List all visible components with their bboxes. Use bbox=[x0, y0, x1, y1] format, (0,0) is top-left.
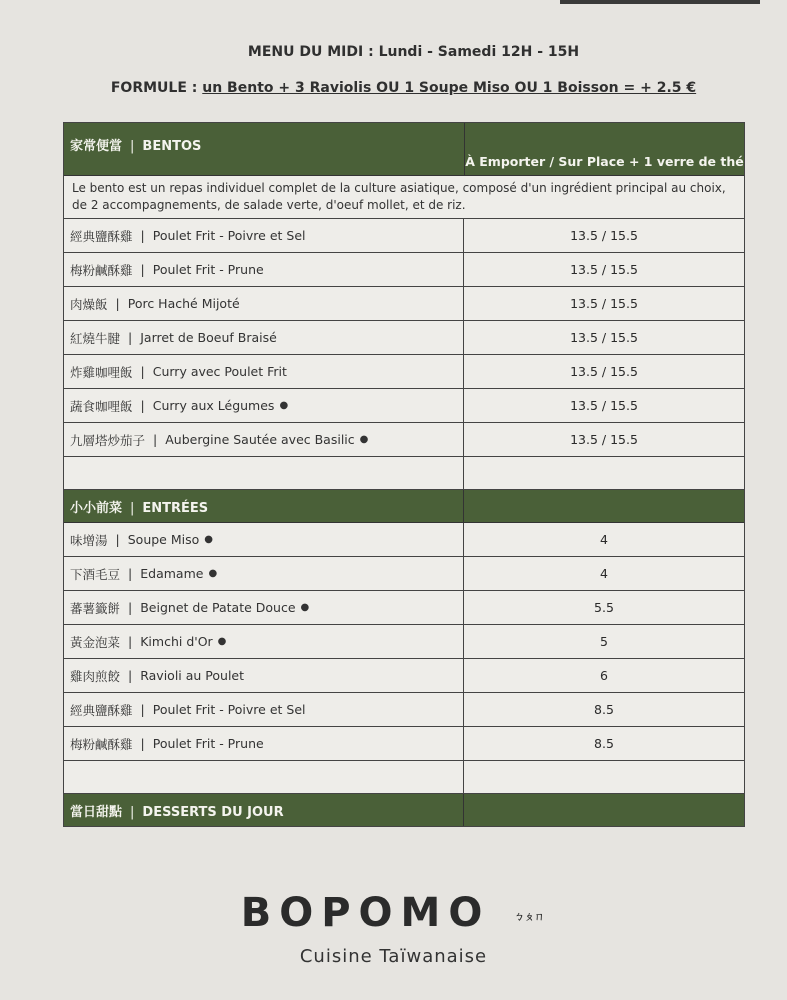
empty-cell bbox=[64, 761, 463, 793]
menu-item-name bbox=[64, 659, 463, 692]
menu-item-zh: 肉燥飯 bbox=[70, 296, 108, 312]
menu-item-price: 4 bbox=[463, 523, 744, 556]
section-title-zh: 小小前菜 bbox=[70, 500, 123, 516]
menu-item-zh: 蔬食咖哩飯 bbox=[70, 398, 133, 414]
empty-cell bbox=[463, 457, 744, 489]
top-divider-line bbox=[560, 0, 760, 4]
brand-subtitle: Cuisine Taïwanaise bbox=[299, 946, 488, 967]
menu-item-price: 13.5 / 15.5 bbox=[463, 219, 744, 252]
menu-item-fr: Curry aux Légumes bbox=[152, 398, 275, 413]
price-column-header-empty bbox=[463, 794, 744, 826]
menu-item-price: 13.5 / 15.5 bbox=[463, 321, 744, 354]
menu-item-price: 13.5 / 15.5 bbox=[463, 423, 744, 456]
menu-item-name bbox=[64, 727, 463, 760]
menu-item-row bbox=[64, 287, 744, 321]
menu-item-name bbox=[64, 219, 463, 252]
section-title-zh: 當日甜點 bbox=[70, 804, 123, 820]
vegetarian-dot-icon: ● bbox=[204, 534, 213, 545]
menu-item-row bbox=[64, 659, 744, 693]
menu-item-row bbox=[64, 253, 744, 287]
menu-item-row bbox=[64, 557, 744, 591]
bento-description: Le bento est un repas individuel complet de la culture asiatique, composé d'un ingrédient principal au choix, de 2 accompagnements, de salade verte, d'oeuf mollet, et de riz. bbox=[64, 176, 744, 219]
menu-item-zh: 經典鹽酥雞 bbox=[70, 228, 133, 244]
price-column-header: À Emporter / Sur Place + 1 verre de thé bbox=[464, 123, 744, 175]
menu-item-separator: | bbox=[140, 398, 145, 413]
vegetarian-dot-icon: ● bbox=[359, 434, 369, 445]
menu-item-fr: Poulet Frit - Prune bbox=[152, 262, 264, 277]
menu-item-separator: | bbox=[128, 634, 133, 649]
section-separator: | bbox=[130, 139, 135, 154]
menu-item-zh: 梅粉鹹酥雞 bbox=[70, 736, 133, 752]
menu-item-row bbox=[64, 693, 744, 727]
section-separator: | bbox=[130, 500, 135, 516]
empty-cell bbox=[64, 457, 463, 489]
menu-item-name bbox=[64, 389, 463, 422]
menu-item-price: 13.5 / 15.5 bbox=[463, 355, 744, 388]
menu-item-price: 8.5 bbox=[463, 693, 744, 726]
empty-row bbox=[64, 761, 744, 794]
menu-item-name bbox=[64, 557, 463, 590]
vegetarian-dot-icon: ● bbox=[217, 636, 227, 647]
vegetarian-dot-icon: ● bbox=[279, 400, 289, 411]
menu-item-fr: Porc Haché Mijoté bbox=[127, 296, 240, 311]
menu-item-separator: | bbox=[140, 702, 145, 717]
menu-item-zh: 炸雞咖哩飯 bbox=[70, 364, 133, 380]
menu-item-fr: Edamame bbox=[140, 566, 204, 581]
menu-item-row bbox=[64, 625, 744, 659]
menu-title-label: MENU DU MIDI bbox=[247, 44, 364, 60]
section-header-entrees bbox=[64, 490, 744, 523]
menu-item-zh: 經典鹽酥雞 bbox=[70, 702, 133, 718]
section-title-bentos bbox=[64, 123, 464, 154]
menu-item-price: 6 bbox=[463, 659, 744, 692]
menu-item-price: 13.5 / 15.5 bbox=[463, 253, 744, 286]
vegetarian-dot-icon: ● bbox=[208, 568, 218, 579]
menu-item-row bbox=[64, 423, 744, 457]
menu-item-name bbox=[64, 591, 463, 624]
menu-item-row bbox=[64, 591, 744, 625]
menu-item-fr: Curry avec Poulet Frit bbox=[152, 364, 287, 379]
menu-title-colon: : bbox=[368, 44, 379, 60]
menu-item-separator: | bbox=[140, 364, 145, 379]
formule-line bbox=[10, 80, 787, 96]
menu-item-name bbox=[64, 253, 463, 286]
menu-item-zh: 黃金泡菜 bbox=[70, 634, 121, 650]
menu-item-row bbox=[64, 321, 744, 355]
brand-logo-zh: ㄅㄆㄇ bbox=[514, 911, 545, 923]
section-title-fr: DESSERTS DU JOUR bbox=[142, 804, 284, 820]
menu-hours: Lundi - Samedi 12H - 15H bbox=[378, 44, 580, 60]
menu-table bbox=[63, 122, 745, 827]
menu-item-price: 13.5 / 15.5 bbox=[463, 287, 744, 320]
menu-item-fr: Aubergine Sautée avec Basilic bbox=[165, 432, 355, 447]
menu-item-zh: 蕃薯籤餅 bbox=[70, 600, 121, 616]
empty-cell bbox=[463, 761, 744, 793]
brand-logo-text: BOPOMO bbox=[240, 890, 491, 936]
menu-item-separator: | bbox=[115, 532, 120, 547]
menu-item-separator: | bbox=[128, 668, 133, 683]
formule-label: FORMULE : bbox=[110, 80, 198, 96]
menu-item-separator: | bbox=[128, 330, 133, 345]
price-column-header-empty bbox=[463, 490, 744, 522]
menu-item-fr: Poulet Frit - Prune bbox=[152, 736, 264, 751]
menu-item-zh: 紅燒牛腱 bbox=[70, 330, 121, 346]
menu-item-zh: 雞肉煎餃 bbox=[70, 668, 121, 684]
menu-item-fr: Beignet de Patate Douce bbox=[140, 600, 296, 615]
menu-item-row bbox=[64, 355, 744, 389]
menu-item-separator: | bbox=[128, 600, 133, 615]
formule-text: un Bento + 3 Raviolis OU 1 Soupe Miso OU 1 Boisson = + 2.5 € bbox=[202, 80, 697, 96]
menu-item-name bbox=[64, 355, 463, 388]
menu-item-row bbox=[64, 219, 744, 253]
menu-item-zh: 九層塔炒茄子 bbox=[70, 432, 146, 448]
section-title-zh: 家常便當 bbox=[70, 139, 123, 154]
menu-item-separator: | bbox=[153, 432, 158, 447]
menu-item-fr: Ravioli au Poulet bbox=[140, 668, 245, 683]
menu-item-name bbox=[64, 423, 463, 456]
menu-item-price: 5 bbox=[463, 625, 744, 658]
brand-logo bbox=[0, 890, 787, 936]
section-separator: | bbox=[130, 804, 135, 820]
entree-list bbox=[64, 523, 744, 761]
menu-item-zh: 下酒毛豆 bbox=[70, 566, 121, 582]
menu-item-separator: | bbox=[140, 736, 145, 751]
menu-item-row bbox=[64, 523, 744, 557]
menu-item-name bbox=[64, 625, 463, 658]
menu-item-row bbox=[64, 389, 744, 423]
section-title-fr: BENTOS bbox=[142, 139, 202, 154]
menu-item-name bbox=[64, 287, 463, 320]
menu-item-separator: | bbox=[140, 262, 145, 277]
menu-item-name bbox=[64, 321, 463, 354]
menu-item-price: 5.5 bbox=[463, 591, 744, 624]
section-title-entrees bbox=[64, 497, 463, 516]
menu-item-fr: Jarret de Boeuf Braisé bbox=[140, 330, 277, 345]
menu-item-fr: Poulet Frit - Poivre et Sel bbox=[152, 228, 306, 243]
menu-item-price: 13.5 / 15.5 bbox=[463, 389, 744, 422]
empty-row bbox=[64, 457, 744, 490]
menu-item-fr: Poulet Frit - Poivre et Sel bbox=[152, 702, 306, 717]
section-title-desserts bbox=[64, 801, 463, 820]
menu-item-name bbox=[64, 693, 463, 726]
bento-list bbox=[64, 219, 744, 457]
menu-item-price: 4 bbox=[463, 557, 744, 590]
vegetarian-dot-icon: ● bbox=[300, 602, 310, 613]
menu-item-separator: | bbox=[115, 296, 120, 311]
menu-item-separator: | bbox=[140, 228, 145, 243]
menu-item-zh: 味增湯 bbox=[70, 532, 108, 548]
menu-item-name bbox=[64, 523, 463, 556]
menu-item-fr: Soupe Miso bbox=[127, 532, 200, 547]
menu-item-zh: 梅粉鹹酥雞 bbox=[70, 262, 133, 278]
menu-item-separator: | bbox=[128, 566, 133, 581]
menu-item-row bbox=[64, 727, 744, 761]
section-title-fr: ENTRÉES bbox=[142, 500, 209, 516]
section-header-bentos bbox=[64, 123, 744, 176]
menu-title bbox=[20, 44, 787, 60]
menu-item-price: 8.5 bbox=[463, 727, 744, 760]
menu-item-fr: Kimchi d'Or bbox=[140, 634, 213, 649]
section-header-desserts bbox=[64, 794, 744, 826]
